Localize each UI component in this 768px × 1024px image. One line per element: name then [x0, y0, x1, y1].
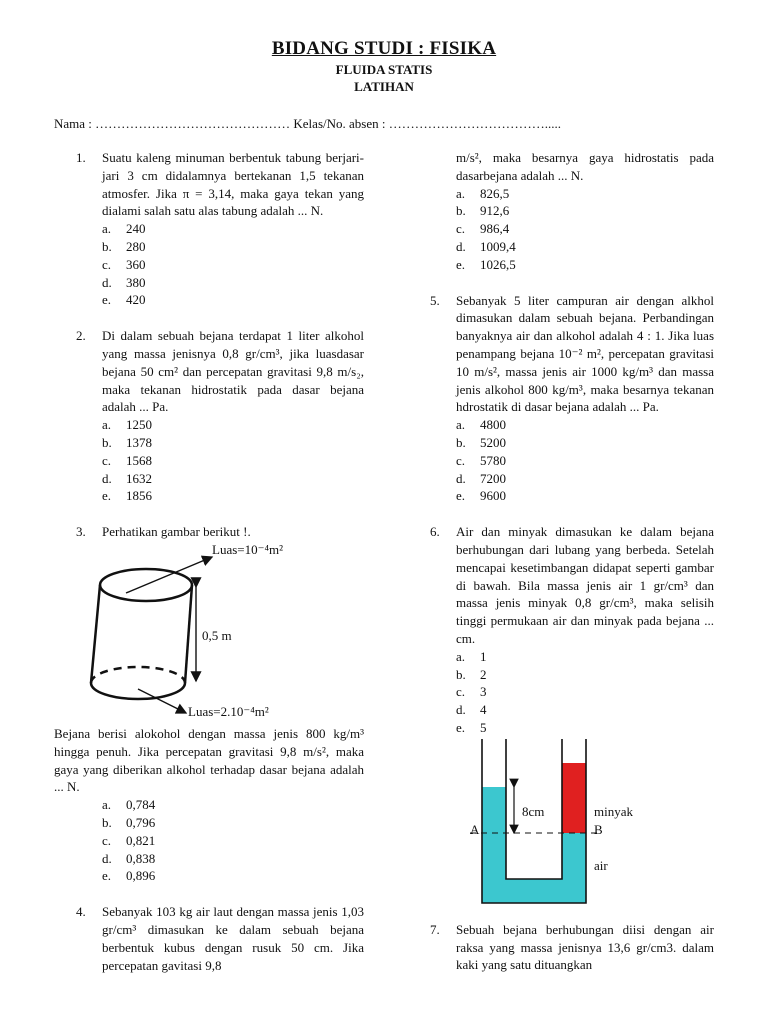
option-letter: c. — [456, 684, 466, 700]
question-7 — [430, 921, 714, 974]
option — [102, 416, 364, 434]
name-line: Nama : ……………………………………… Kelas/No. absen : ………………………………..... — [54, 116, 561, 131]
option-value: 0,896 — [126, 868, 156, 884]
option — [456, 701, 714, 719]
option — [456, 434, 714, 452]
option-letter: a. — [102, 417, 112, 433]
option-value: 380 — [126, 274, 146, 290]
bottom-front — [91, 683, 185, 699]
question-3 — [54, 523, 364, 541]
question-text: m/s², maka besarnya gaya hidrostatis pada dasarbejana adalah ... N. — [456, 150, 714, 183]
option-letter: a. — [456, 648, 466, 664]
option-value: 1378 — [126, 434, 152, 450]
options-list — [456, 648, 714, 737]
option-letter: a. — [456, 417, 466, 433]
option-value: 2 — [480, 666, 487, 682]
bottom-area-arrow — [138, 689, 186, 713]
option-value: 3 — [480, 684, 487, 700]
option-letter: b. — [102, 434, 112, 450]
option — [102, 796, 364, 814]
option-value: 1632 — [126, 470, 152, 486]
question-text: Sebanyak 5 liter campuran air dengan alkhol dimasukan dalam sebuah bejana. Perbandingan banyaknya air dan alkohol adalah 4 : 1. Jika luas penampang bejana 10⁻² m², percepatan gravitasi 10 m/s², massa jenis air 1000 kg/m³ dan massa jenis alkohol 800 kg/m³, maka besarnya tekanan hdrostatik di dasar bejana adalah ... Pa. — [456, 292, 714, 415]
option — [456, 256, 714, 274]
question-number: 7. — [430, 921, 440, 937]
option-letter: c. — [102, 452, 112, 468]
option-letter: a. — [456, 185, 466, 201]
option-letter: e. — [102, 292, 112, 308]
option — [102, 452, 364, 470]
right-column — [430, 149, 714, 974]
option — [456, 416, 714, 434]
question-text: Perhatikan gambar berikut !. — [102, 524, 251, 540]
options-list — [456, 185, 714, 274]
option-letter: c. — [102, 256, 112, 272]
option-letter: c. — [456, 221, 466, 237]
option-value: 5 — [480, 719, 487, 735]
options-list — [102, 220, 364, 309]
question-text: Di dalam sebuah bejana terdapat 1 liter alkohol yang massa jenisnya 0,8 gr/cm³, jika luasdasar bejana 50 cm² dan percepatan gravitasi 9,8 m/s₂, maka tekanan hidrostatik pada dasar bejana adalah ... Pa. — [102, 328, 364, 415]
question-4 — [54, 903, 364, 974]
option-value: 1026,5 — [480, 256, 516, 272]
option — [102, 256, 364, 274]
question-1 — [54, 149, 364, 309]
question-number: 5. — [430, 292, 440, 308]
option-letter: e. — [456, 488, 466, 504]
option-value: 912,6 — [480, 203, 510, 219]
question-6 — [430, 523, 714, 737]
question-2 — [54, 327, 364, 505]
option-letter: b. — [102, 814, 112, 830]
option-value: 1250 — [126, 417, 152, 433]
option-value: 7200 — [480, 470, 506, 486]
option — [102, 867, 364, 885]
option-value: 986,4 — [480, 221, 510, 237]
page-subtitle-2: LATIHAN — [354, 79, 414, 94]
option — [456, 452, 714, 470]
option-value: 280 — [126, 238, 146, 254]
top-area-label: Luas=10⁻⁴m² — [212, 541, 284, 557]
frustum-figure — [54, 541, 364, 721]
option — [102, 814, 364, 832]
question-number: 2. — [76, 328, 86, 344]
height-label: 8cm — [522, 803, 545, 819]
option-value: 5200 — [480, 434, 506, 450]
option-value: 1 — [480, 648, 487, 664]
question-text: Sebanyak 103 kg air laut dengan massa jenis 1,03 gr/cm³ dimasukan ke dalam sebuah bejana berbentuk kubus dengan rusuk 50 cm. Jika percepatan gavitasi 9,8 — [102, 904, 364, 973]
left-side — [91, 585, 100, 683]
top-area-arrow — [126, 557, 212, 593]
question-number: 4. — [76, 904, 86, 920]
option — [456, 719, 714, 737]
option — [456, 220, 714, 238]
option-value: 0,784 — [126, 797, 156, 813]
water-label: air — [594, 857, 608, 873]
option — [456, 648, 714, 666]
bottom-back-dashed — [91, 667, 185, 683]
option-letter: a. — [102, 221, 112, 237]
options-list — [54, 796, 364, 885]
option-value: 4 — [480, 702, 487, 718]
point-b-label: B — [594, 821, 603, 837]
question-text: Sebuah bejana berhubungan diisi dengan air raksa yang massa jenisnya 13,6 gr/cm3. dalam kaki yang satu dituangkan — [456, 921, 714, 973]
option — [456, 185, 714, 203]
option — [102, 487, 364, 505]
question-text: Suatu kaleng minuman berbentuk tabung berjari-jari 3 cm didalamnya bertekanan 1,5 tekanan atmosfer. Jika π = 3,14, maka gaya tekan yang dialami salah satu alas tabung adalah ... N. — [102, 150, 364, 219]
option-letter: e. — [102, 488, 112, 504]
option — [102, 291, 364, 309]
option-letter: d. — [456, 238, 466, 254]
oil-fill — [562, 763, 586, 833]
left-column — [54, 149, 364, 974]
options-list — [456, 416, 714, 505]
option-letter: e. — [102, 868, 112, 884]
height-label: 0,5 m — [202, 627, 232, 643]
option-letter: c. — [102, 832, 112, 848]
option-value: 4800 — [480, 417, 506, 433]
option — [456, 487, 714, 505]
option — [102, 238, 364, 256]
option — [102, 850, 364, 868]
option-value: 5780 — [480, 452, 506, 468]
right-side — [185, 585, 192, 683]
option-value: 826,5 — [480, 185, 510, 201]
bottom-area-label: Luas=2.10⁻⁴m² — [188, 703, 269, 719]
option-value: 0,838 — [126, 850, 156, 866]
option-letter: e. — [456, 256, 466, 272]
option-value: 9600 — [480, 488, 506, 504]
question-3-body: Bejana berisi alokohol dengan massa jenis 800 kg/m³ hingga penuh. Jika percepatan gravitasi 9,8 m/s², maka gaya yang diberikan alkohol terhadap dasar bejana adalah ... N. — [54, 725, 364, 795]
page-title: BIDANG STUDI : FISIKA — [271, 38, 497, 59]
option-letter: d. — [102, 470, 112, 486]
option-value: 360 — [126, 256, 146, 272]
option-letter: e. — [456, 719, 466, 735]
option — [102, 832, 364, 850]
question-text: Air dan minyak dimasukan ke dalam bejana berhubungan dari lubang yang berbeda. Setelah mencapai kesetimbangan didapat seperti gambar di bawah. Bila massa jenis air 1 gr/cm³ dan massa jenis minyak 0,8 gr/cm³, maka selisih tinggi permukaan air dan minyak pada bejana ... cm. — [456, 524, 714, 646]
page-subtitle: FLUIDA STATIS — [335, 62, 433, 77]
option-letter: a. — [102, 797, 112, 813]
option — [456, 238, 714, 256]
option — [102, 274, 364, 292]
option-letter: d. — [102, 850, 112, 866]
oil-label: minyak — [594, 803, 633, 819]
option-value: 0,796 — [126, 814, 156, 830]
option — [456, 470, 714, 488]
option-letter: b. — [456, 203, 466, 219]
option — [102, 470, 364, 488]
option-value: 1568 — [126, 452, 152, 468]
option — [456, 202, 714, 220]
question-number: 6. — [430, 524, 440, 540]
option — [456, 666, 714, 684]
option-value: 1009,4 — [480, 238, 516, 254]
option-letter: b. — [456, 666, 466, 682]
question-number: 1. — [76, 150, 86, 165]
options-list — [102, 416, 364, 505]
question-4-continued — [430, 149, 714, 274]
option-letter: b. — [456, 434, 466, 450]
option — [456, 683, 714, 701]
u-tube-figure — [430, 739, 714, 909]
point-a-label: A — [470, 821, 480, 837]
option-value: 420 — [126, 292, 146, 308]
option — [102, 434, 364, 452]
option-letter: d. — [456, 470, 466, 486]
question-5 — [430, 292, 714, 506]
option-letter: d. — [456, 702, 466, 718]
option-value: 1856 — [126, 488, 152, 504]
option-letter: b. — [102, 238, 112, 254]
question-number: 3. — [76, 524, 86, 540]
option-letter: c. — [456, 452, 466, 468]
option-letter: d. — [102, 274, 112, 290]
option-value: 240 — [126, 221, 146, 237]
option — [102, 220, 364, 238]
option-value: 0,821 — [126, 832, 156, 848]
